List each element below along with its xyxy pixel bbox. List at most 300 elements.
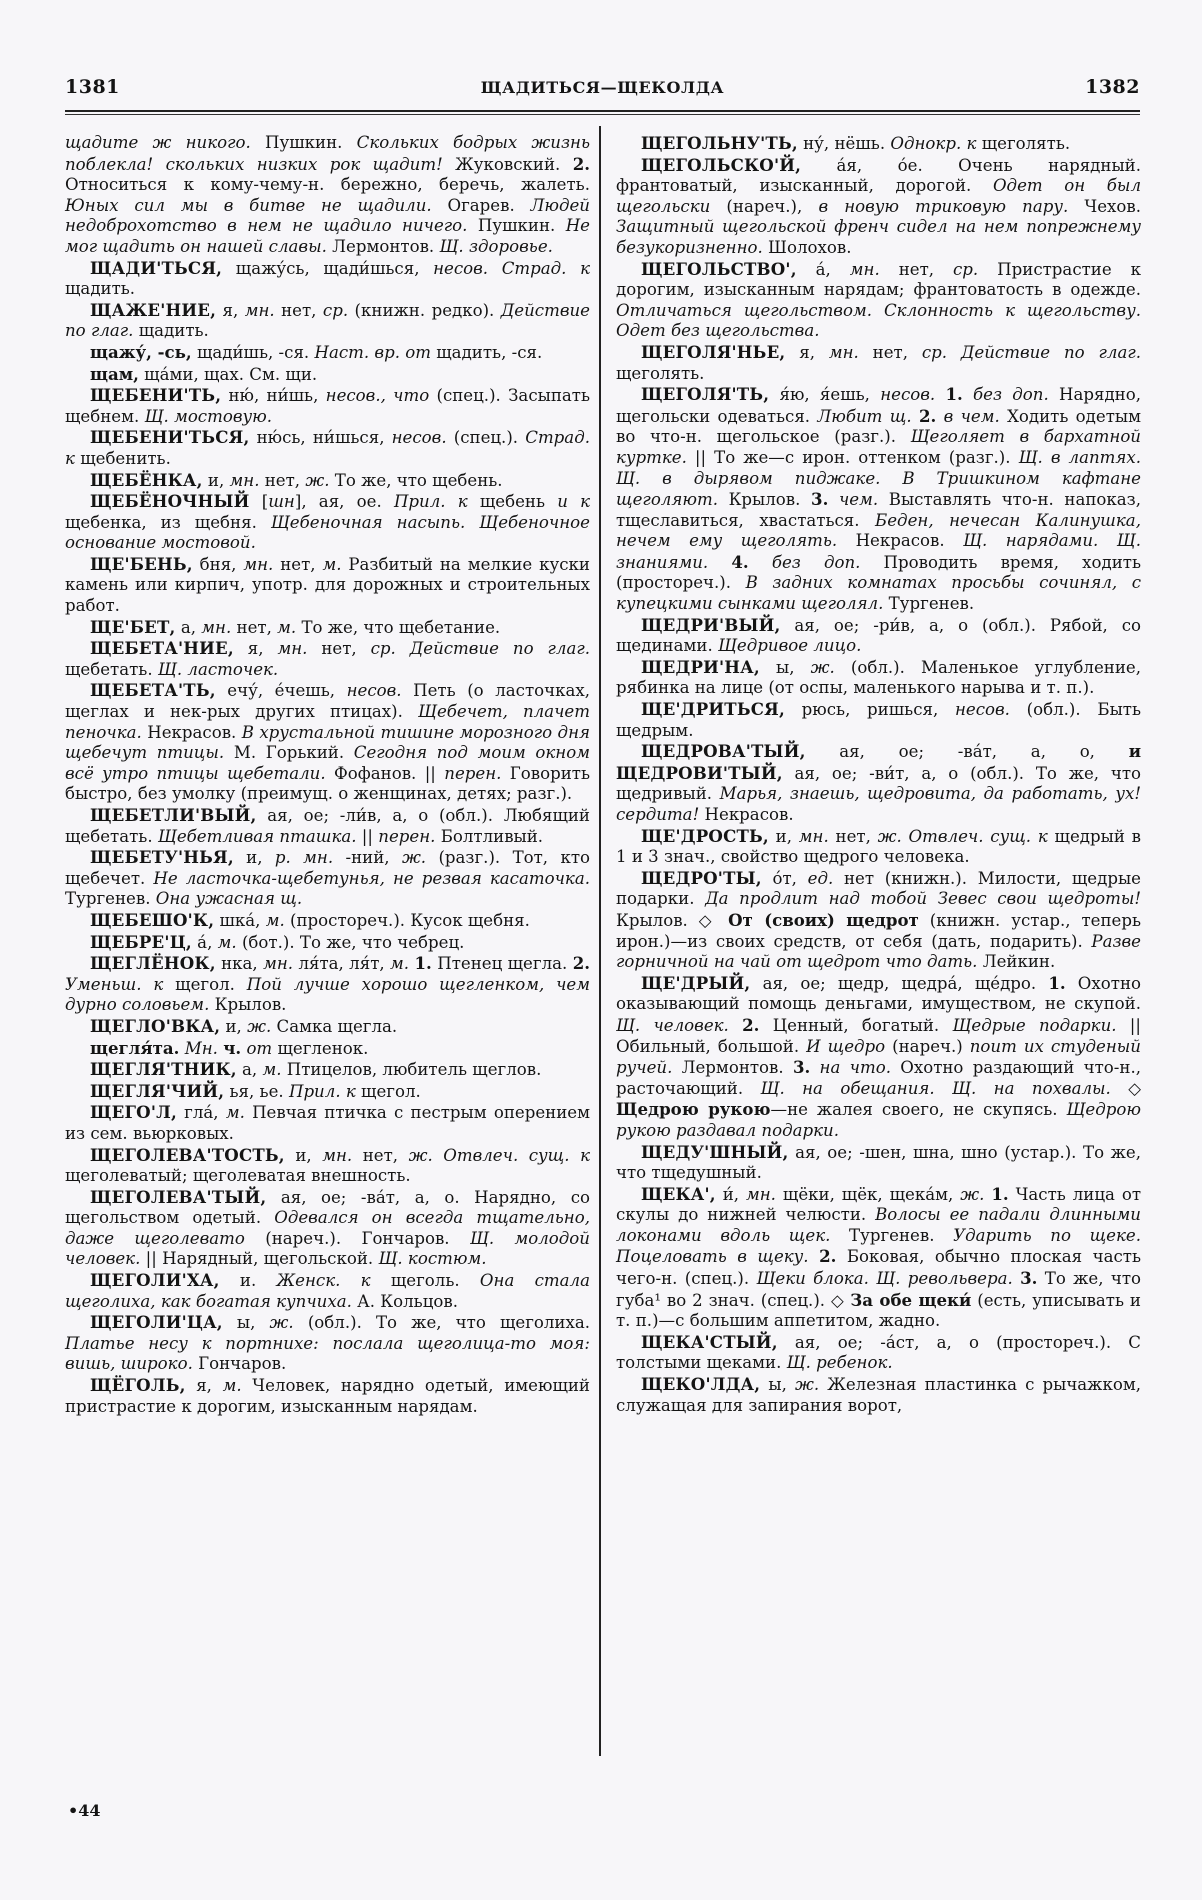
entry-text: 2. [918,405,937,426]
entry-text: ж. [960,1184,985,1204]
entry-text: а, [236,1060,263,1080]
header-double-rule [65,110,1140,115]
entry-text [828,490,839,509]
entry-text: я, [785,342,829,362]
entry-text: Петь (о ласточках, щеглах и нек-рых других птицах). [65,681,591,722]
entry-text: Человек, нарядно одетый, имеющий пристрастие к дорогим, изысканным нарядам. [65,1376,590,1416]
running-title: ЩАДИТЬСЯ—ЩЕКОЛДА [480,78,725,97]
entry-text: Щ. человек. [616,1015,729,1035]
dictionary-entry [65,680,590,805]
entry-text: Щедрою рукою раздавал подарки. [616,1100,1141,1140]
entry-text [729,1016,742,1035]
entry-text: Пушкин. [467,216,566,236]
entry-text: Фофанов. || [325,763,445,783]
dictionary-entry [65,554,590,617]
entry-text: нет, [274,300,323,320]
entry-text: ая, ое; щедр, щедра́, ще́дро. [750,973,1049,993]
entry-text: Ценный, богатый. [759,1015,953,1035]
entry-text: (обл.). То же, что щеголиха. [293,1313,591,1333]
entry-text: Выставлять что-н. напоказ, тщеславиться, хвастаться. [616,490,1141,530]
entry-text: 2. [572,153,591,174]
entry-text: (спец.). [446,428,526,448]
dictionary-entry [65,1187,590,1270]
headword: ЩЕГОЛЬНУ'ТЬ, [641,133,798,153]
entry-text: Щ. мостовую. [144,406,272,426]
entry-text: я, [216,300,245,320]
dictionary-entry [616,699,1141,741]
dictionary-entry [616,868,1141,973]
entry-text: несов. [346,681,402,701]
entry-text: Боковая, обычно плоская часть чего-н. (спец.). [616,1247,1141,1289]
entry-text: Щ. молодой человек. [65,1228,590,1269]
entry-text: Прил. к [288,1081,356,1101]
entry-text: мн. [828,342,859,362]
dictionary-entry [65,342,590,364]
entry-text: бня, [192,554,244,574]
entry-text: щадить. [133,321,209,341]
entry-text: Да продлит над тобой Зевес свои щедроты! [705,889,1141,909]
entry-text: Певчая птичка с пестрым оперением из сем. вьюрковых. [65,1103,591,1143]
page-number-left: 1381 [65,76,120,98]
dictionary-entry [65,1270,590,1312]
entry-text: ну́, нёшь. [797,134,891,153]
page-header [65,76,1140,102]
entry-text: Мн. [184,1038,218,1058]
entry-text: (книжн. редко). [348,300,501,320]
entry-text [810,1058,819,1077]
entry-text: нет, [828,826,878,846]
entry-text: 1. [991,1183,1009,1204]
entry-text: несов. [954,700,1010,720]
entry-text: Действие по глаг. [65,300,590,341]
entry-text: м. [265,910,285,930]
entry-text: Уменьш. к [65,974,164,994]
entry-text: ж. [810,657,835,677]
entry-text: ж. [305,470,330,490]
entry-text: мн. [244,300,275,320]
headword: ЩЕДРИ'ВЫЙ, [641,614,781,635]
entry-text [1013,1269,1020,1288]
entry-text: Щеголяет в бархатной куртке. [616,427,1141,467]
entry-text: и к [557,492,591,512]
left-column [65,133,590,1417]
entry-text: Щедрые подарки. [952,1015,1117,1035]
entry-text: и, [768,826,799,846]
entry-text: То же, что губа¹ во 2 знач. (спец.). ◇ [616,1269,1141,1310]
entry-text: и, [284,1145,323,1165]
entry-text: ж. [794,1375,820,1395]
entry-text: и [1128,741,1141,762]
entry-text: я, [185,1376,223,1396]
entry-text: мн. [798,826,829,846]
dictionary-entry [616,384,1141,615]
entry-text: ], ая, ое. [294,492,394,512]
dictionary-entry [65,1081,590,1103]
entry-text: ч. [223,1037,242,1058]
headword: ЩЕДРОВА'ТЫЙ, [641,741,806,762]
headword: ЩЕБЕТА'НИЕ, [90,638,234,659]
entry-text: Любит щ. [817,406,912,426]
entry-text: и, [202,470,230,490]
entry-text: ж. Отвлеч. сущ. к [408,1145,591,1165]
entry-text: (нареч.), [710,196,819,216]
entry-text: Страд. к [65,428,590,468]
entry-text: Щ. в лаптях. Щ. в дырявом пиджаке. В Тришкином кафтане щеголяют. [616,447,1141,510]
entry-text: Марья, знаешь, щедровита, да работать, ух! сердита! [616,784,1141,824]
entry-text: м. [277,617,297,637]
entry-text: мн. [322,1145,353,1165]
headword: ЩЕ'БЕТ, [90,616,176,637]
headword: ЩЕГОЛЯ'НЬЕ, [641,341,786,362]
entry-text: Платье несу к портнихе: послала щеголица-то моя: вишь, широко. [65,1333,590,1374]
entry-text: щёки, щёк, щека́м, [775,1184,961,1204]
dictionary-entry [616,342,1141,384]
entry-text: мн. [277,639,308,659]
entry-text: ща́ми, щах. См. щи. [138,364,318,384]
entry-text: Тургенев. [830,1225,954,1245]
entry-text: в чем. [943,406,1000,426]
entry-text: Пушкин. [250,133,357,152]
entry-text: мн. [745,1184,776,1204]
entry-text: 3. [792,1057,811,1078]
entry-text: щадить. [65,279,136,299]
entry-text: Щ. на обещания. Щ. на похвалы. [760,1078,1111,1098]
headword: ЩЕДРОВИ'ТЫЙ, [616,762,783,783]
headword: ЩЕКА', [641,1183,716,1204]
dictionary-entry [616,1332,1141,1374]
entry-text: Проводить время, ходить (простореч.). [616,552,1141,593]
entry-text: а́, [191,932,218,952]
entry-text: Огарев. [431,195,531,215]
dictionary-entry [616,826,1141,868]
entry-text: Беден, нечесан Калинушка, нечем ему щеголять. [616,510,1141,551]
entry-text: Охотно раздающий что-н., расточающий. [616,1058,1141,1098]
dictionary-entry [65,133,590,258]
entry-text: Охотно оказывающий помощь деньгами, имуществом, не скупой. [616,973,1141,1014]
entry-text: Она стала щеголиха, как богатая купчиха. [65,1271,590,1311]
headword: ЩЕГОЛИ'ЦА, [90,1312,223,1333]
entry-text: м. [225,1103,245,1123]
entry-text: я́ю, я́ешь, [769,385,881,405]
entry-text: чем. [838,490,879,510]
entry-text: Самка щегла. [271,1016,398,1036]
headword: ЩЕГЛЁНОК, [90,953,216,974]
entry-text: несов. [880,385,936,405]
entry-text: рюсь, ришься, [784,700,955,720]
dictionary-entry [65,1038,590,1060]
headword: ЩЕГОЛИ'ХА, [90,1270,220,1291]
headword: ЩЕГОЛЕВА'ТЫЙ, [90,1186,267,1207]
entry-text: Тургенев. [65,889,156,909]
entry-text: нка, [215,954,264,974]
entry-text: щегол. [163,974,247,994]
entry-text: ◇ [1110,1078,1142,1098]
entry-text: щегленок. [272,1038,369,1058]
entry-text: нет, [259,470,306,490]
entry-text: м. [217,932,237,952]
dictionary-entry [65,1102,590,1144]
entry-text: ср. [953,259,979,279]
entry-text: Некрасов. [837,531,964,551]
entry-text: (нареч.) [885,1036,970,1056]
entry-text: ы, [759,657,811,677]
headword: ЩЕБЕТЛИ'ВЫЙ, [90,805,257,825]
entry-text: 3. [1020,1268,1038,1289]
dictionary-entry [616,259,1141,342]
headword: ЩЕБЕНИ'ТЬ, [90,385,222,406]
entry-text [963,385,973,404]
entry-text: Нарядно, щегольски одеваться. [616,385,1141,426]
entry-text: Говорить быстро, без умолку (преимущ. о женщинах, детях; разг.). [65,763,591,804]
entry-text: м. [390,954,410,974]
entry-text: поит их студеный ручей. [616,1036,1141,1078]
entry-text: ы, [760,1375,795,1395]
dictionary-entry [65,932,590,954]
entry-text: без доп. [771,552,861,572]
entry-text: 3. [811,489,829,510]
dictionary-entry [616,615,1141,657]
headword: ЩЕ'БЕНЬ, [90,553,193,574]
dictionary-entry [65,953,590,1016]
entry-text: 1. [1048,972,1066,993]
entry-text: ср. Действие по глаг. [370,639,590,659]
dictionary-entry [65,1375,590,1417]
entry-text [935,385,945,404]
entry-text: Щ. костюм. [378,1249,487,1269]
entry-text: Сегодня под моим окном всё утро птицы щебетали. [65,743,590,783]
entry-text: Она ужасная щ. [155,889,303,909]
headword: ЩЕБЕШО'К, [90,909,215,930]
dictionary-entry [65,427,590,469]
entry-text: в новую триковую пару. [818,196,1069,216]
entry-text: || Обильный, большой. [616,1015,1141,1056]
entry-text: мн. [263,954,294,974]
entry-text: В задних комнатах просьбы сочинял, с купецкими сынками щеголял. [616,573,1141,614]
entry-text: Щ. ласточек. [157,659,279,679]
entry-text: и, [220,1016,248,1036]
entry-text: Щ. ребенок. [786,1353,893,1373]
entry-text: щегля́та. [90,1037,180,1058]
entry-text: нет (книжн.). Милости, щедрые подарки. [616,868,1141,909]
entry-text: Щ. здоровье. [439,236,553,256]
entry-text: 2. [572,953,591,974]
entry-text: я, [233,639,278,659]
dictionary-entry [65,1312,590,1375]
entry-text: ср. [322,300,349,320]
column-divider [599,126,601,1756]
page-number-right: 1382 [1085,76,1140,98]
entry-text: щеголь. [370,1271,480,1291]
entry-text: щебетать. [65,659,158,679]
dictionary-entry [65,847,590,910]
entry-text: ср. Действие по глаг. [921,342,1141,362]
entry-text: Железная пластинка с рычажком, служащая для запирания ворот, [616,1375,1141,1415]
entry-text: щади́шь, -ся. [191,342,315,362]
headword: ЩЕКА'СТЫЙ, [641,1331,778,1352]
right-column [616,133,1141,1416]
entry-text: перен. [444,763,502,783]
entry-text: Лермонтов. [672,1058,793,1078]
entry-text: Щедривое лицо. [718,636,862,656]
entry-text: шка́, [214,910,266,930]
entry-text: р. мн. [274,848,334,868]
entry-text: ая, ое; -ли́в, а, о (обл.). Любящий щебетать. [65,806,590,846]
entry-text: Гончаров. [192,1354,287,1374]
entry-text: мн. [849,259,880,279]
headword: ЩЕГЛЯ'ЧИЙ, [90,1080,225,1101]
entry-text: ая, ое; -ва́т, а, о. Нарядно, со щегольством одетый. [65,1187,590,1228]
entry-text: А. Кольцов. [351,1291,458,1311]
entry-text: ья, ье. [224,1081,289,1101]
entry-text: м. [262,1060,282,1080]
dictionary-entry [65,617,590,639]
entry-text: —не жалея своего, не скупясь. [770,1100,1067,1120]
dictionary-entry [616,1142,1141,1184]
entry-text: щебенить. [74,448,171,468]
dictionary-entry [65,364,590,386]
entry-text: Крылов. [717,490,812,510]
dictionary-entry [65,1059,590,1081]
entry-text: -ний, [333,848,402,868]
entry-text: щебень [467,492,558,512]
headword: ЩЕ'ДРЫЙ, [641,972,751,993]
headword: ЩЕ'ДРИТЬСЯ, [641,699,785,720]
entry-text: 4. [731,551,749,572]
entry-text: несов., что [325,386,430,406]
entry-text: Людей недоброхотство в нем не щадило ничего. [65,195,590,236]
entry-text: Ударить по щеке. Поцеловать в щеку. [616,1225,1142,1267]
entry-text: (спец.). Засыпать щебнем. [65,386,590,426]
entry-text: (разг.). Тот, кто щебечет. [65,848,590,888]
entry-text: щадить, -ся. [430,342,543,362]
entry-text: Прил. к [393,492,468,512]
entry-text: ж. [269,1313,294,1333]
entry-text: ечу́, е́чешь, [215,681,347,701]
entry-text: Шолохов. [762,237,852,257]
dictionary-entry [616,657,1141,699]
headword: ЩЕБЕНИ'ТЬСЯ, [90,427,250,448]
dictionary-entry [65,1016,590,1038]
entry-text: Часть лица от скулы до нижней челюсти. [616,1184,1142,1225]
entry-text: а́, [796,259,850,279]
entry-text: Некрасов. [141,722,242,742]
entry-text: Скольких бодрых жизнь поблекла! скольких низких рок щадит! [65,133,590,174]
dictionary-entry [616,1374,1141,1416]
entry-text: (книжн. устар., теперь ирон.)—из своих средств, от себя (дать, подарить). [616,910,1142,951]
entry-text: о́т, [761,868,808,888]
entry-text: Крылов. [209,995,287,1015]
entry-text: на что. [819,1058,891,1078]
entry-text: (нареч.). Гончаров. [244,1228,470,1248]
entry-text: Щебеночная насыпь. Щебеночное основание мостовой. [65,512,590,553]
headword: ЩЕБЕТУ'НЬЯ, [90,847,234,868]
printer-signature-mark: •44 [68,1801,101,1820]
headword: ЩЕГЛО'ВКА, [90,1015,221,1036]
entry-text: 2. [819,1246,837,1267]
headword: ЩЕБРЕ'Ц, [90,931,192,952]
entry-text [936,407,943,426]
entry-text: || [356,826,379,846]
entry-text: щажу́, -сь, [90,341,192,362]
entry-text: нет, [273,554,323,574]
entry-text: ню́сь, ни́шься, [249,428,392,448]
entry-text: ж. [247,1016,272,1036]
entry-text: [ [249,492,269,512]
entry-text: от [246,1038,273,1058]
dictionary-entry [616,1184,1141,1332]
entry-text: 2. [742,1014,760,1035]
entry-text [809,1247,819,1266]
entry-text: 1. [945,384,963,405]
dictionary-entry [65,385,590,427]
entry-text: нет, [307,639,371,659]
entry-text: ая, ое; -шен, шна, шно (устар.). То же, что тщедушный. [616,1142,1141,1183]
entry-text: (простореч.). Кусок щебня. [284,910,530,930]
entry-text: Разве горничной на чай от щедрот что дать. [616,931,1141,972]
entry-text [749,553,772,572]
dictionary-entry [616,741,1141,825]
headword: ЩЕГОЛЕВА'ТОСТЬ, [90,1144,285,1165]
entry-text: мн. [201,617,232,637]
entry-text: щеголять. [976,134,1071,153]
entry-text: ню́, ни́шь, [221,386,326,406]
entry-text: нет, [879,259,954,279]
entry-text: а, [175,617,202,637]
entry-text: Разбитый на мелкие куски камень или кирпич, употр. для дорожных и строительных работ. [65,554,590,616]
entry-text: без доп. [973,385,1049,405]
entry-text: м. [222,1376,242,1396]
entry-text [912,407,919,426]
dictionary-entry [65,910,590,932]
entry-text: Пристрастие к дорогим, изысканным нарядам; франтоватость в одежде. [616,259,1142,300]
entry-text: В хрустальной тишине морозного дня щебечут птицы. [65,722,590,763]
entry-text: Отличаться щегольством. Склонность к щегольству. Одет без щегольства. [616,300,1141,341]
entry-text: мн. [243,554,274,574]
entry-text: несов. [391,428,447,448]
entry-text: И щедро [806,1036,886,1056]
headword: ЩЕГОЛЬСКО'Й, [641,154,802,175]
entry-text: а́я, о́е. Очень нарядный. франтоватый, изысканный, дорогой. [616,155,1141,196]
entry-text: Лермонтов. [326,236,440,256]
entry-text: щебенка, из щебня. [65,512,271,532]
entry-text: Однокр. к [890,134,977,153]
headword: ЩЕБЁНОЧНЫЙ [90,491,250,512]
entry-text: Щебечет, плачет пеночка. [65,702,590,742]
dictionary-entry [616,973,1141,1142]
entry-text: нет, [858,342,922,362]
entry-text: Чехов. [1068,196,1141,216]
dictionary-entry [65,300,590,342]
headword: ЩЕДУ'ШНЫЙ, [641,1141,789,1162]
entry-text: щегол. [355,1081,421,1101]
entry-text: М. Горький. [224,743,354,763]
entry-text: и́, [715,1184,746,1204]
entry-text: ж. Отвлеч. сущ. к [877,826,1048,846]
entry-text: перен. [378,826,436,846]
entry-text: От (своих) щедрот [728,909,919,930]
headword: ЩЕГОЛЬСТВО', [641,258,797,279]
entry-text: ж. [401,848,427,868]
entry-text: Некрасов. [699,805,794,824]
headword: ЩАЖЕ'НИЕ, [90,299,217,320]
entry-text: (обл.). Быть щедрым. [616,700,1141,740]
headword: ЩЕБЕТА'ТЬ, [90,680,216,701]
entry-text: Одет он был щегольски [616,176,1142,216]
headword: ЩЕДРИ'НА, [641,656,760,677]
entry-text: и. [219,1271,277,1291]
entry-text [708,553,731,572]
dictionary-entry [65,638,590,680]
